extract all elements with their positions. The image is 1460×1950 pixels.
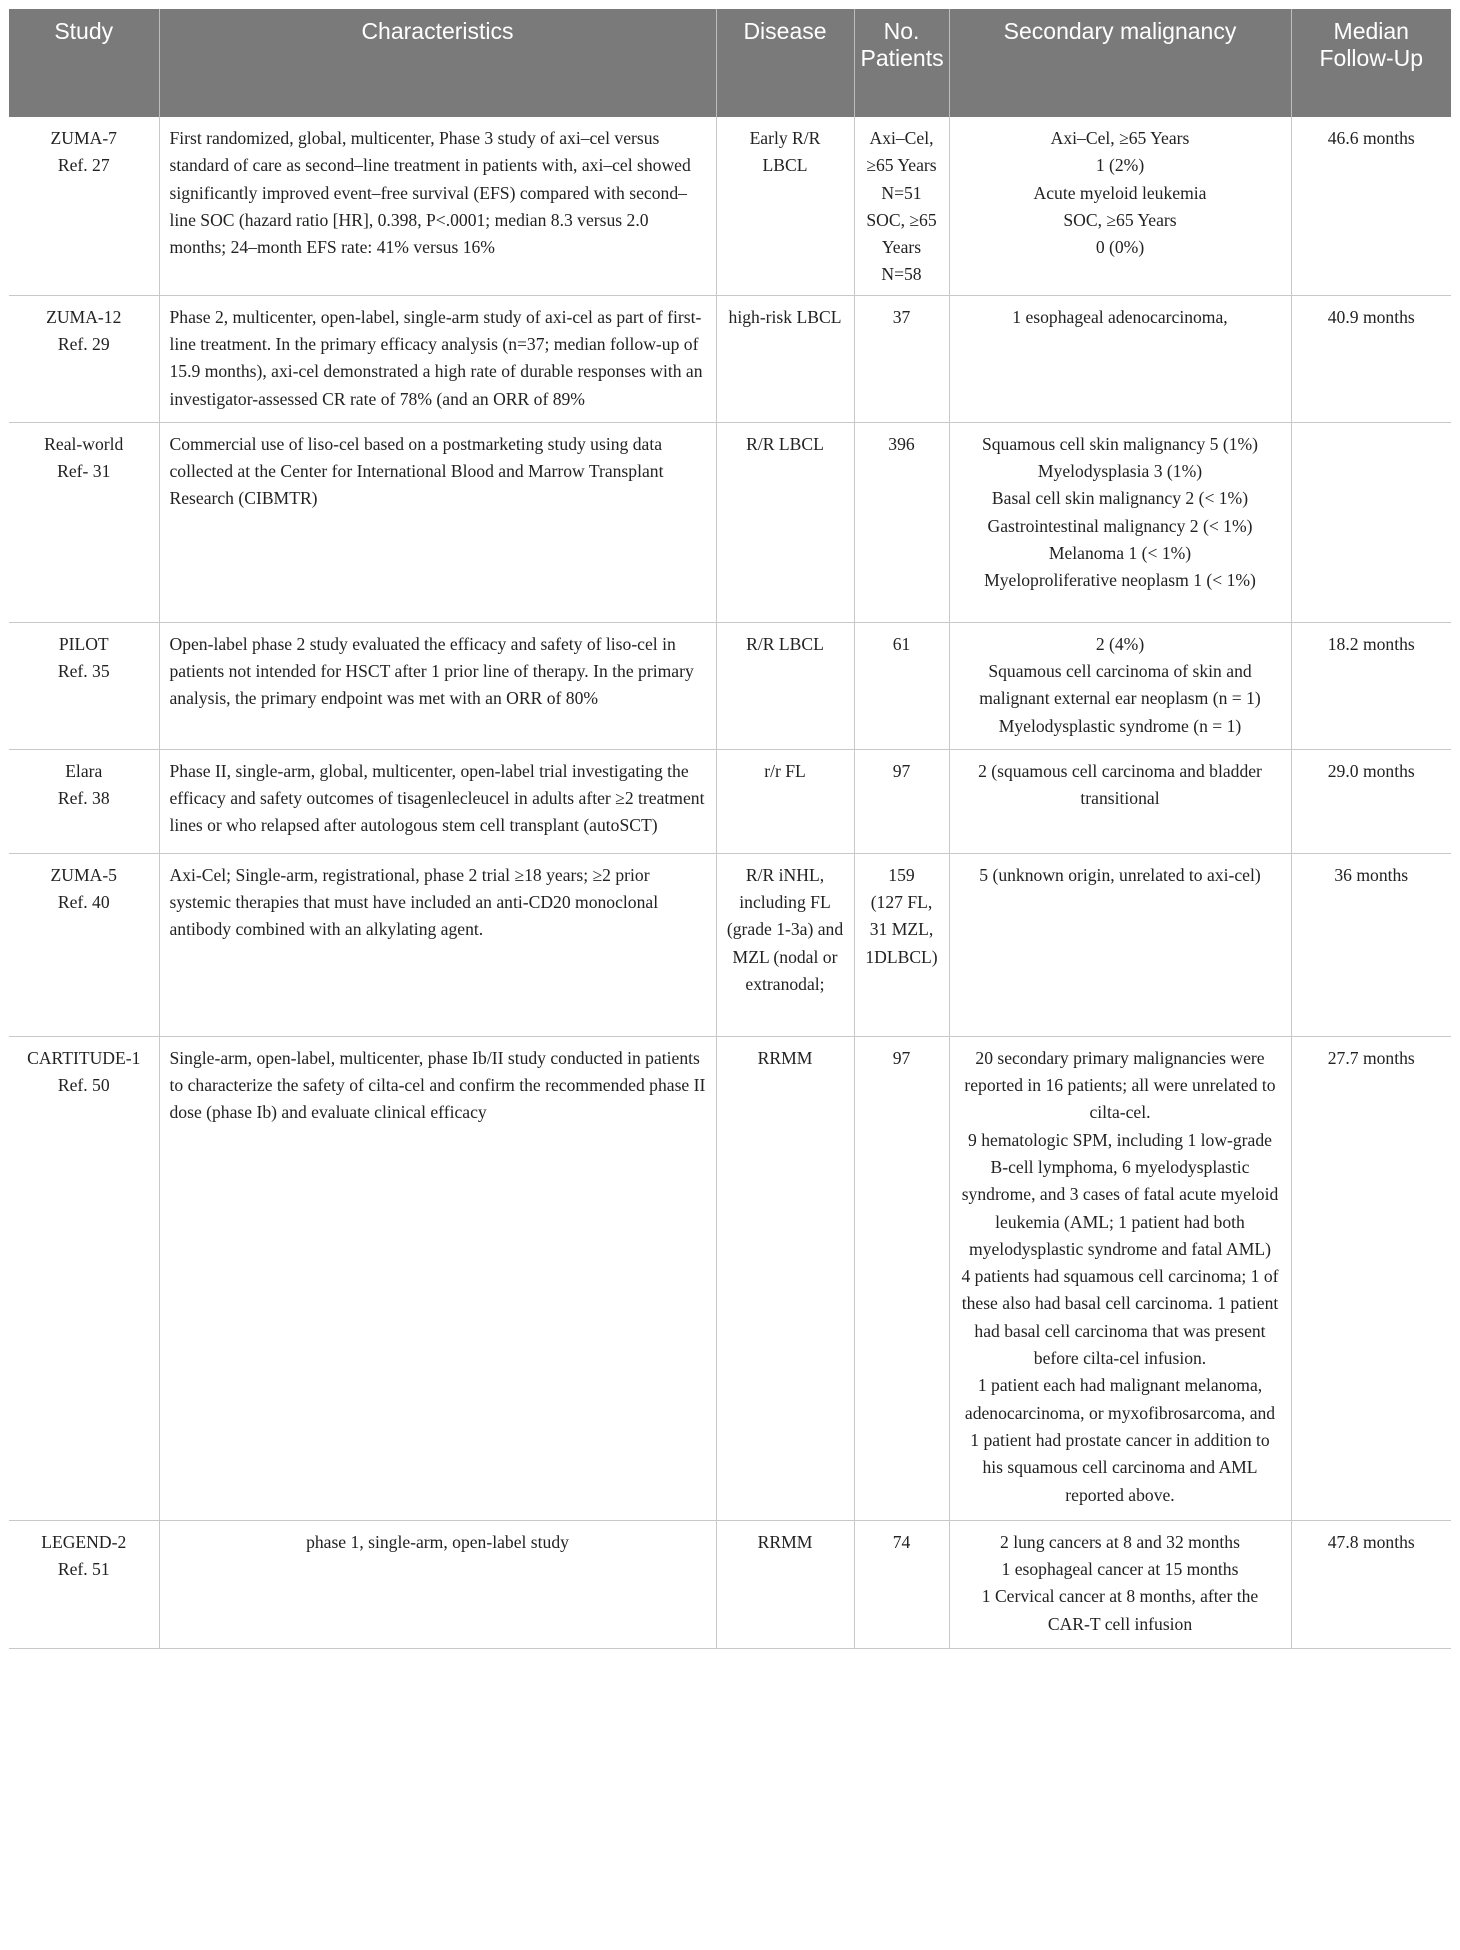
patients-cell-line: 74 bbox=[892, 1531, 911, 1552]
characteristics-cell: Single-arm, open-label, multicenter, phase Ib/II study conducted in patients to characterize the safety of cilta-cel and confirm the recommended phase II dose (phase Ib) and evaluate clinical efficacy bbox=[159, 1036, 716, 1520]
study-cell-line: PILOT bbox=[58, 633, 109, 654]
study-cell bbox=[9, 1036, 159, 1520]
study-cell bbox=[9, 749, 159, 853]
disease-cell: high-risk LBCL bbox=[716, 295, 854, 422]
patients-cell-line: 97 bbox=[892, 760, 911, 781]
study-cell-line: Ref. 35 bbox=[57, 661, 110, 682]
disease-cell: R/R LBCL bbox=[716, 422, 854, 622]
malignancy-cell bbox=[949, 749, 1291, 853]
study-cell-line: LEGEND-2 bbox=[41, 1531, 127, 1552]
study-cell-line: ZUMA-5 bbox=[50, 864, 117, 885]
malignancy-cell-line: 1 esophageal cancer at 15 months bbox=[1001, 1559, 1239, 1580]
study-cell-line: Ref. 38 bbox=[57, 788, 110, 809]
header-study: Study bbox=[9, 9, 159, 117]
patients-cell bbox=[854, 622, 949, 749]
malignancy-cell-line: 1 esophageal adenocarcinoma, bbox=[1012, 306, 1228, 327]
malignancy-cell-line: SOC, ≥65 Years bbox=[1063, 209, 1177, 230]
patients-cell-line: 61 bbox=[892, 633, 911, 654]
malignancy-cell-line: Myelodysplastic syndrome (n = 1) bbox=[998, 715, 1242, 736]
characteristics-cell: Open-label phase 2 study evaluated the efficacy and safety of liso-cel in patients not intended for HSCT after 1 prior line of therapy. In the primary analysis, the primary endpoint was met with an ORR of 80% bbox=[159, 622, 716, 749]
malignancy-cell-line: 2 (squamous cell carcinoma and bladder transitional bbox=[978, 760, 1262, 809]
disease-cell: Early R/R LBCL bbox=[716, 117, 854, 295]
study-cell bbox=[9, 117, 159, 295]
malignancy-cell-line: 5 (unknown origin, unrelated to axi-cel) bbox=[979, 864, 1261, 885]
header-patients: No. Patients bbox=[854, 9, 949, 117]
characteristics-cell: Phase 2, multicenter, open-label, single-arm study of axi-cel as part of first-line treatment. In the primary efficacy analysis (n=37; median follow-up of 15.9 months), axi-cel demonstrated a high rate of durable responses with an investigator-assessed CR rate of 78% (and an ORR of 89% bbox=[159, 295, 716, 422]
patients-cell bbox=[854, 117, 949, 295]
patients-cell-line: 37 bbox=[892, 306, 911, 327]
study-cell bbox=[9, 295, 159, 422]
study-cell bbox=[9, 422, 159, 622]
patients-cell bbox=[854, 422, 949, 622]
malignancy-cell-line: Myelodysplasia 3 (1%) bbox=[1037, 461, 1203, 482]
header-disease: Disease bbox=[716, 9, 854, 117]
characteristics-cell: First randomized, global, multicenter, Phase 3 study of axi–cel versus standard of care as second–line treatment in patients with, axi–cel showed significantly improved event–free survival (EFS) compared with second–line SOC (hazard ratio [HR], 0.398, P<.0001; median 8.3 versus 2.0 months; 24–month EFS rate: 41% versus 16% bbox=[159, 117, 716, 295]
table-body bbox=[9, 117, 1451, 1648]
followup-cell bbox=[1291, 422, 1451, 622]
malignancy-cell-line: Acute myeloid leukemia bbox=[1033, 182, 1207, 203]
malignancy-cell-line: Axi–Cel, ≥65 Years bbox=[1050, 128, 1190, 148]
table-row bbox=[9, 295, 1451, 422]
malignancy-cell-line: Squamous cell carcinoma of skin and malignant external ear neoplasm (n = 1) bbox=[979, 661, 1261, 709]
followup-cell: 46.6 months bbox=[1291, 117, 1451, 295]
header-followup: Median Follow-Up bbox=[1291, 9, 1451, 117]
table-row bbox=[9, 853, 1451, 1036]
patients-cell-line: N=51 bbox=[881, 182, 922, 203]
header-malignancy: Secondary malignancy bbox=[949, 9, 1291, 117]
study-cell-line: Ref- 31 bbox=[57, 461, 111, 482]
study-cell bbox=[9, 1520, 159, 1648]
malignancy-cell-line: Basal cell skin malignancy 2 (< 1%) bbox=[991, 488, 1249, 509]
study-cell bbox=[9, 853, 159, 1036]
malignancy-cell-line: 9 hematologic SPM, including 1 low-grade B-cell lymphoma, 6 myelodysplastic syndrome, and 3 cases of fatal acute myeloid leukemia (AML; 1 patient had both myelodysplastic syndrome and fatal AML) bbox=[961, 1129, 1279, 1259]
header-characteristics: Characteristics bbox=[159, 9, 716, 117]
malignancy-cell-line: Melanoma 1 (< 1%) bbox=[1048, 542, 1192, 563]
patients-cell-line: 97 bbox=[892, 1047, 911, 1068]
patients-cell-line: 159 bbox=[888, 864, 915, 885]
table-row bbox=[9, 749, 1451, 853]
characteristics-cell: Commercial use of liso-cel based on a postmarketing study using data collected at the Center for International Blood and Marrow Transplant Research (CIBMTR) bbox=[159, 422, 716, 622]
study-cell-line: Ref. 27 bbox=[57, 155, 110, 176]
malignancy-cell-line: 2 lung cancers at 8 and 32 months bbox=[1000, 1531, 1240, 1552]
malignancy-cell bbox=[949, 1520, 1291, 1648]
characteristics-cell: phase 1, single-arm, open-label study bbox=[159, 1520, 716, 1648]
table-row bbox=[9, 117, 1451, 295]
patients-cell bbox=[854, 749, 949, 853]
malignancy-cell-line: 0 (0%) bbox=[1095, 237, 1145, 258]
disease-cell: R/R LBCL bbox=[716, 622, 854, 749]
patients-cell bbox=[854, 1520, 949, 1648]
malignancy-cell bbox=[949, 853, 1291, 1036]
header-row bbox=[9, 9, 1451, 117]
table-row bbox=[9, 1036, 1451, 1520]
secondary-malignancy-table bbox=[9, 9, 1451, 1649]
malignancy-cell bbox=[949, 422, 1291, 622]
malignancy-cell-line: 1 (2%) bbox=[1095, 155, 1145, 176]
malignancy-cell bbox=[949, 295, 1291, 422]
patients-cell bbox=[854, 1036, 949, 1520]
patients-cell bbox=[854, 853, 949, 1036]
malignancy-cell-line: 20 secondary primary malignancies were reported in 16 patients; all were unrelated to cilta-cel. bbox=[964, 1047, 1276, 1123]
table-row bbox=[9, 1520, 1451, 1648]
malignancy-cell-line: 1 Cervical cancer at 8 months, after the CAR-T cell infusion bbox=[981, 1586, 1259, 1634]
study-cell-line: Ref. 40 bbox=[57, 892, 110, 913]
characteristics-cell: Phase II, single-arm, global, multicenter, open-label trial investigating the efficacy and safety outcomes of tisagenlecleucel in adults after ≥2 treatment lines or who relapsed after autologous stem cell transplant (autoSCT) bbox=[159, 749, 716, 853]
patients-cell-line: Axi–Cel, ≥65 Years bbox=[866, 128, 937, 176]
followup-cell: 47.8 months bbox=[1291, 1520, 1451, 1648]
study-cell-line: Ref. 29 bbox=[57, 334, 110, 355]
study-cell-line: Ref. 50 bbox=[57, 1075, 110, 1096]
followup-cell: 40.9 months bbox=[1291, 295, 1451, 422]
study-cell-line: Elara bbox=[65, 760, 103, 781]
malignancy-cell bbox=[949, 622, 1291, 749]
disease-cell: r/r FL bbox=[716, 749, 854, 853]
followup-cell: 18.2 months bbox=[1291, 622, 1451, 749]
study-cell-line: ZUMA-7 bbox=[50, 128, 117, 148]
malignancy-cell-line: 1 patient each had malignant melanoma, adenocarcinoma, or myxofibrosarcoma, and 1 patient had prostate cancer in addition to his squamous cell carcinoma and AML reported above. bbox=[964, 1375, 1276, 1505]
disease-cell: RRMM bbox=[716, 1036, 854, 1520]
malignancy-cell bbox=[949, 117, 1291, 295]
table-row bbox=[9, 422, 1451, 622]
study-cell-line: ZUMA-12 bbox=[46, 306, 122, 327]
table-container bbox=[9, 9, 1451, 1649]
study-cell-line: Ref. 51 bbox=[57, 1559, 110, 1580]
malignancy-cell-line: 4 patients had squamous cell carcinoma; 1 of these also had basal cell carcinoma. 1 patient had basal cell carcinoma that was present before cilta-cel infusion. bbox=[961, 1266, 1279, 1369]
patients-cell-line: 396 bbox=[888, 433, 915, 454]
malignancy-cell-line: Gastrointestinal malignancy 2 (< 1%) bbox=[987, 515, 1253, 536]
disease-cell: R/R iNHL, including FL (grade 1-3a) and MZL (nodal or extranodal; bbox=[716, 853, 854, 1036]
malignancy-cell-line: Myeloproliferative neoplasm 1 (< 1%) bbox=[984, 570, 1256, 591]
patients-cell-line: N=58 bbox=[881, 264, 922, 285]
disease-cell: RRMM bbox=[716, 1520, 854, 1648]
study-cell-line: Real-world bbox=[44, 433, 124, 454]
patients-cell-line: (127 FL, 31 MZL, 1DLBCL) bbox=[865, 892, 938, 967]
malignancy-cell-line: Squamous cell skin malignancy 5 (1%) bbox=[981, 433, 1259, 454]
followup-cell: 36 months bbox=[1291, 853, 1451, 1036]
malignancy-cell bbox=[949, 1036, 1291, 1520]
characteristics-cell: Axi-Cel; Single-arm, registrational, phase 2 trial ≥18 years; ≥2 prior systemic therapies that must have included an anti-CD20 monoclonal antibody combined with an alkylating agent. bbox=[159, 853, 716, 1036]
table-row bbox=[9, 622, 1451, 749]
followup-cell: 29.0 months bbox=[1291, 749, 1451, 853]
study-cell bbox=[9, 622, 159, 749]
study-cell-line: CARTITUDE-1 bbox=[27, 1047, 141, 1068]
followup-cell: 27.7 months bbox=[1291, 1036, 1451, 1520]
patients-cell bbox=[854, 295, 949, 422]
malignancy-cell-line: 2 (4%) bbox=[1095, 633, 1145, 654]
patients-cell-line: SOC, ≥65 Years bbox=[866, 209, 937, 258]
